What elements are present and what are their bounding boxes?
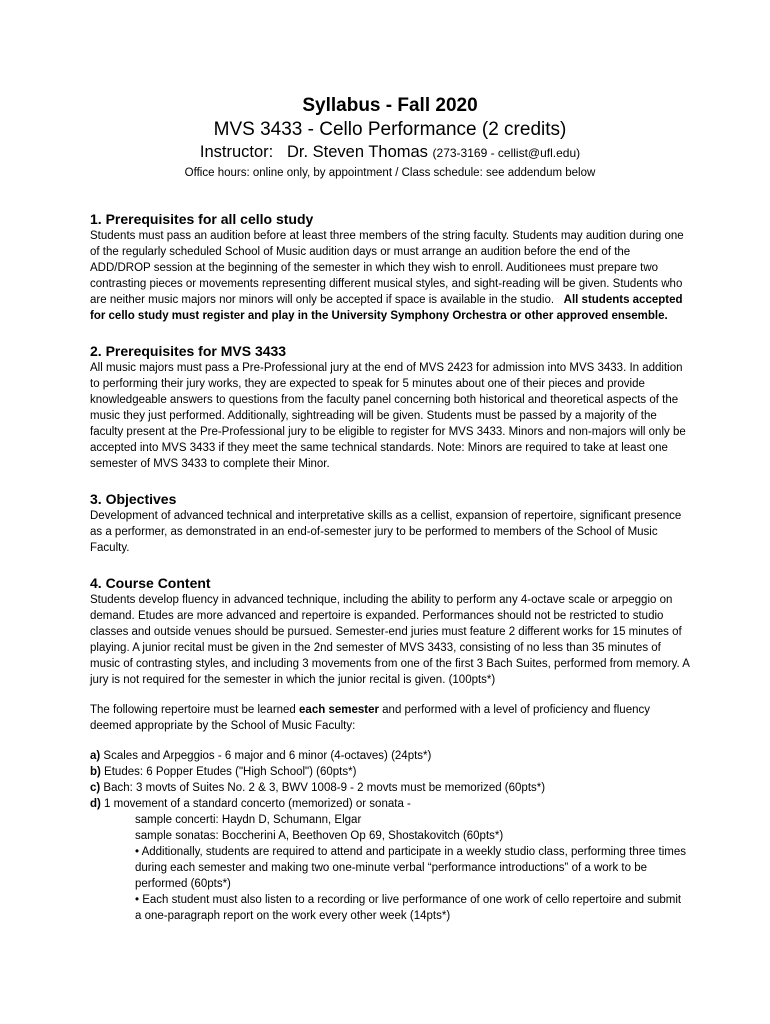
sub-item: • Additionally, students are required to attend and participate in a weekly studio class, performing three times during each semester and making two one-minute verbal “performance introductions” of a work to be performed (60pts*) (135, 846, 687, 890)
list-item-text: Bach: 3 movts of Suites No. 2 & 3, BWV 1008-9 - 2 movts must be memorized (60pts*) (100, 782, 546, 794)
sub-item: • Each student must also listen to a recording or live performance of one work of cello repertoire and submit a one-paragraph report on the work every other week (14pts*) (135, 894, 682, 922)
repertoire-intro-pre: The following repertoire must be learned (90, 704, 300, 716)
section-body: Development of advanced technical and interpretative skills as a cellist, expansion of repertoire, significant presence as a performer, as demonstrated in an end-of-semester jury to be performed to members of the School of Music Faculty. (90, 510, 682, 554)
section-body (90, 228, 690, 324)
section-heading: 1. Prerequisites for all cello study (90, 211, 314, 227)
course-title: MVS 3433 - Cello Performance (2 credits) (213, 119, 567, 140)
section-objectives (90, 490, 690, 556)
repertoire-intro (90, 702, 690, 734)
list-item-label: d) (90, 798, 101, 810)
section-body-bold: All students accepted for cello study must register and play in the University Symphony Orchestra or other approved ensemble. (90, 294, 683, 322)
list-item-text: 1 movement of a standard concerto (memorized) or sonata - (100, 798, 411, 810)
list-item (90, 764, 690, 780)
page-title: Syllabus - Fall 2020 (302, 95, 478, 116)
repertoire-intro-bold: each semester (299, 704, 379, 716)
list-item (90, 796, 690, 812)
section-prerequisites-mvs3433 (90, 342, 690, 472)
list-item (90, 780, 690, 796)
sub-item: sample sonatas: Boccherini A, Beethoven Op 69, Shostakovitch (60pts*) (135, 830, 504, 842)
list-item-text: Etudes: 6 Popper Etudes ("High School") (60pts*) (100, 766, 357, 778)
syllabus-page (90, 94, 690, 924)
section-prerequisites-all (90, 210, 690, 324)
section-body: All music majors must pass a Pre-Professional jury at the end of MVS 2423 for admission into MVS 3433. In addition to performing their jury works, they are expected to speak for 5 minutes about one of their pieces and provide knowledgeable answers to questions from the faculty panel concerning both historical and theoretical aspects of the music they just performed. Additionally, sightreading will be given. Students must be passed by a majority of the faculty present at the Pre-Professional jury to be eligible to register for MVS 3433. Minors and non-majors will only be accepted into MVS 3433 if they meet the same technical standards. Note: Minors are required to take at least one semester of MVS 3433 to complete their Minor. (90, 362, 686, 470)
document-header (90, 94, 690, 182)
repertoire-list (90, 748, 690, 924)
instructor-name: Dr. Steven Thomas (287, 143, 428, 161)
office-hours: Office hours: online only, by appointment / Class schedule: see addendum below (184, 167, 596, 179)
instructor-line (90, 142, 690, 163)
section-body-text: Students must pass an audition before at least three members of the string faculty. Students may audition during one of the regularly scheduled School of Music audition days or must arrange an audition before the end of the ADD/DROP session at the beginning of the semester in which they wish to enroll. Auditionees must prepare two contrasting pieces or movements representing different musical styles, and sight-reading will be given. Students who are neither music majors nor minors will only be accepted if space is available in the studio. (90, 230, 684, 306)
sub-item: sample concerti: Haydn D, Schumann, Elgar (135, 814, 362, 826)
list-item (90, 748, 690, 764)
list-item-label: b) (90, 766, 101, 778)
section-heading: 4. Course Content (90, 575, 211, 591)
section-heading: 3. Objectives (90, 491, 177, 507)
list-item-label: c) (90, 782, 101, 794)
repertoire-intro-post: and performed with a level of proficiency and fluency deemed appropriate by the School of Music Faculty: (90, 704, 650, 732)
list-item-label: a) (90, 750, 101, 762)
instructor-contact: (273-3169 - cellist@ufl.edu) (432, 146, 581, 160)
section-body: Students develop fluency in advanced technique, including the ability to perform any 4-octave scale or arpeggio on demand. Etudes are more advanced and repertoire is expanded. Performances should not be restricted to studio classes and outside venues should be pursued. Semester-end juries must feature 2 different works for 15 minutes of playing. A junior recital must be given in the 2nd semester of MVS 3433, consisting of no less than 35 minutes of music of contrasting styles, and including 3 movements from one of the first 3 Bach Suites, performed from memory. A jury is not required for the semester in which the junior recital is given. (100pts*) (90, 594, 690, 686)
instructor-label: Instructor: (199, 143, 274, 161)
section-heading: 2. Prerequisites for MVS 3433 (90, 343, 287, 359)
list-item-text: Scales and Arpeggios - 6 major and 6 minor (4-octaves) (24pts*) (100, 750, 432, 762)
section-course-content (90, 574, 690, 924)
